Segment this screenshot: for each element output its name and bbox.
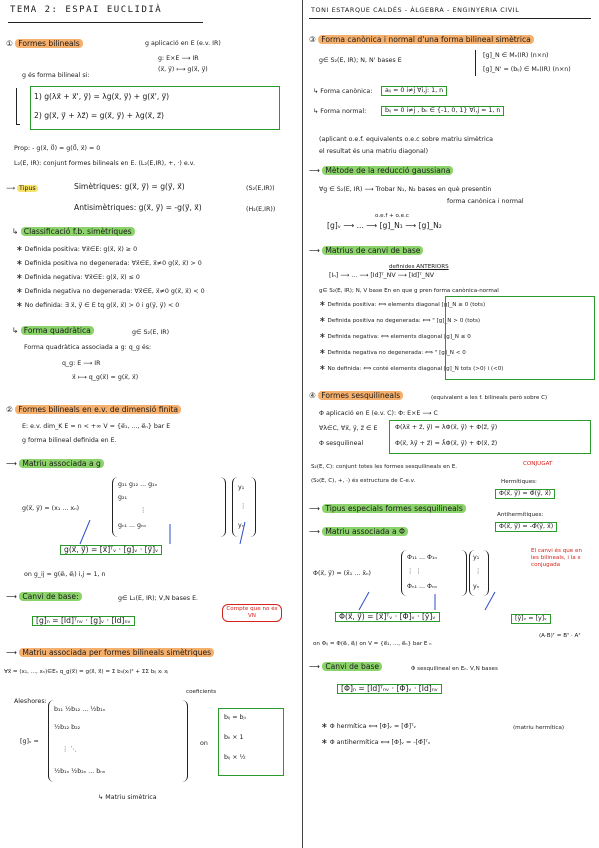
s4-l4: (S₂(E, C), +, ·) és estructura de C-e.v. (311, 478, 416, 484)
simet-row-2: ½b₁₂ b₂₂ (54, 724, 81, 731)
mat-heading (6, 460, 104, 468)
arrow-icon: ⟶ (309, 504, 320, 513)
fin-l1-note: (matriu hermítica) (513, 725, 565, 731)
matphi-vec-1: y₁ (473, 554, 480, 561)
s3-l2: [g]_N ∈ Mₙ(IR) (n×n) (483, 52, 549, 59)
arrow-icon: ⟶ (6, 592, 17, 601)
s3-note2: el resultat és una matriu diagonal) (319, 148, 429, 155)
class-title: Classificació f.b. simètriques (21, 227, 135, 236)
s3-brace (475, 50, 477, 76)
gauss-oef: o.e.f + o.e.c (375, 213, 409, 219)
tipus-antisimetriques-set: (H₂(E,IR)) (246, 206, 276, 213)
mat-blue-arrows (60, 518, 260, 548)
section1-heading (6, 40, 83, 48)
s1-def2: g: E×E ⟶ IR (158, 55, 199, 62)
section4-number: ④ (309, 391, 316, 400)
s3-l1: g∈ S₂(E, IR); N, N' bases E (319, 57, 402, 64)
section3-heading (309, 36, 534, 44)
mat-row-3: ⋮ (140, 507, 147, 514)
canvib-heading (309, 247, 423, 255)
mat-row-1: g₁₁ g₁₂ ... g₁ₙ (118, 481, 158, 488)
right-column (305, 0, 599, 848)
matphi-formula: Φ(x⃗, y⃗) = (x̄₁ ... x̄ₙ) (313, 570, 372, 577)
quad-l3: x⃗ ⟼ q_g(x⃗) = g(x⃗, x⃗) (72, 374, 139, 381)
simet-cond-3: bᵢⱼ × ½ (224, 754, 246, 761)
simet-row-4: ½b₁ₙ ½b₂ₙ ... bₙₙ (54, 768, 106, 775)
gauss-title: Mètode de la reducció gaussiana (322, 166, 453, 175)
section2-number: ② (6, 405, 13, 414)
section1-title: Formes bilineals (15, 39, 83, 48)
s4-conjugat-note: CONJUGAT (523, 461, 553, 467)
quad-g: g∈ S₂(E, IR) (132, 329, 170, 336)
gauss-l3: [g]ᵥ ⟶ ... ⟶ [g]_N₁ ⟶ [g]_N₂ (327, 221, 442, 230)
canvib-item-2: ∗ Definida positiva no degenerada: ⟺ " [g]_N > 0 (tots) (319, 315, 481, 324)
arrow-icon: ⟶ (309, 527, 320, 536)
matphi-row-1: Φ₁₁ ... Φ₁ₙ (407, 554, 438, 561)
matphi-on: on Φᵢⱼ = Φ(e⃗ᵢ, e⃗ⱼ) on V = {e⃗₁, ..., e⃗ₙ} bar E ₙ (313, 641, 432, 647)
normal-label: ↳ Forma normal: (313, 108, 367, 115)
simet-l1: ∀x⃗ = (x₁, ..., xₙ)∈Eₙ q_g(x⃗) = g(x⃗, x⃗) = Σ bᵢᵢ(xᵢ)² + ΣΣ bᵢⱼ xᵢ xⱼ (4, 669, 169, 675)
canvis-heading (309, 663, 382, 671)
arrow-icon: ⟶ (309, 662, 320, 671)
s1-def4: g és forma bilineal si: (22, 72, 90, 79)
right-header-title: TONI ESTARQUE CALDÉS - ÀLGEBRA - ENGINYERIA CIVIL (311, 6, 520, 14)
class-item-1: ∗ Definida positiva: ∀x⃗∈E: g(x⃗, x⃗) ≥ 0 (16, 244, 138, 253)
canvib-item-4: ∗ Definida negativa no degenerada: ⟺ " [g]_N < 0 (319, 347, 466, 356)
s3-note1: (aplicant o.e.f. equivalents o.e.c sobre matriu simètrica (319, 136, 494, 143)
s1-arrow-bracket (16, 88, 20, 125)
simet-cond-1: bᵢⱼ = bⱼᵢ (224, 714, 246, 721)
canvi-heading (6, 593, 82, 601)
fin-l2: ∗ Φ antihermítica ⟺ [Φ]ᵥ = -[Φ̄]ᵀᵥ (321, 737, 431, 746)
matphi-note: El canvi és que en les bilineals, i la x conjugada (531, 548, 582, 568)
s1-condition-2: 2) g(x⃗, y⃗ + λz⃗) = g(x⃗, y⃗) + λg(x⃗, z⃗) (34, 111, 164, 120)
canvis-text: Φ sesquilineal en Eₙ. V,N bases (411, 666, 498, 672)
canvib-title: Matrius de canvi de base (322, 246, 423, 255)
canvi-text: g∈ L₂(E, IR); V,N bases E. (118, 595, 199, 602)
canvib-item-1: ∗ Definida positiva: ⟺ elements diagonal [g]_N ≥ 0 (tots) (319, 299, 486, 308)
canvi-formula: [g]ₙ = [Id]ᵀₙᵥ · [g]ᵥ · [Id]ₙᵥ (32, 616, 135, 626)
class-item-2: ∗ Definida positiva no degenerada: ∀x⃗∈E, x⃗≠0 g(x⃗, x⃗) > 0 (16, 258, 202, 267)
section4-heading (309, 392, 403, 400)
canvis-formula: [Φ]ₙ = [Id]ᵀₙᵥ · [Φ]ᵥ · [Id]ₙᵥ (337, 684, 442, 694)
matphi-box: Φ(x⃗, y⃗) = [x⃗]ᵀᵥ · [Φ]ᵥ · [ȳ]ᵥ (335, 612, 440, 622)
gauss-l2: forma canònica i normal (447, 198, 524, 205)
simet-coef: coeficients (186, 689, 217, 695)
gauss-heading (309, 167, 453, 175)
mat-row-2: g₂₁ (118, 494, 128, 501)
mat-box-formula: g(x⃗, y⃗) = [x⃗]ᵀᵥ · [g]ᵥ · [y⃗]ᵥ (60, 545, 162, 555)
class-item-4: ∗ Definida negativa no degenerada: ∀x⃗∈E, x⃗≠0 g(x⃗, x⃗) < 0 (16, 286, 205, 295)
mat-on: on g_ij = g(e⃗ᵢ, e⃗ⱼ) i,j = 1, n (24, 571, 106, 578)
canvib-box (445, 296, 595, 380)
mat-row-4: gₙ₁ ... gₙₙ (118, 522, 147, 529)
arrow-icon: ⟶ (309, 246, 320, 255)
simet-aleshores: Aleshores: (14, 698, 47, 705)
s4-l2: ∀λ∈C, ∀x⃗, y⃗, z⃗ ∈ E (319, 425, 378, 432)
matphi-vec-3: yₙ (473, 583, 480, 590)
simet-gv: [g]ᵥ = (20, 738, 39, 745)
section3-number: ③ (309, 35, 316, 44)
s2-l2: g forma bilineal definida en E. (22, 437, 117, 444)
matphi-title: Matriu associada a Φ (322, 527, 408, 536)
canvib-l2: g∈ S₂(E, IR); N, V base En en que g pren forma canònica-normal (319, 288, 499, 294)
canvi-title: Canvi de base: (19, 592, 81, 601)
simet-row-1: b₁₁ ½b₁₂ ... ½b₁ₙ (54, 706, 106, 713)
s3-l3: [g]_N' = (bᵢⱼ) ∈ Mₙ(IR) (n×n) (483, 66, 571, 73)
section2-heading (6, 406, 181, 414)
arrow-icon: ⟶ (6, 185, 16, 192)
canvi-warning-note: Compte que no és VN (222, 604, 282, 622)
s4-l1: Φ aplicació en E (e.v. C): Φ: E×E ⟶ C (319, 410, 438, 417)
mat-formula: g(x⃗, y⃗) = (x₁ ... xₙ) (22, 505, 80, 512)
corner-arrow-icon: ↳ (12, 326, 19, 335)
simet-row-3: ⋮ ⋱ (62, 746, 77, 753)
canvib-item-3: ∗ Definida negativa: ⟺ elements diagonal [g]_N ≤ 0 (319, 331, 471, 340)
s2-l1: E: e.v. dim_K E = n < +∞ V = {e⃗₁, ..., e⃗ₙ} bar E (22, 423, 171, 430)
section2-title: Formes bilineals en e.v. de dimensió finita (15, 405, 181, 414)
tipus-simetriques-set: (S₂(E,IR)) (246, 185, 275, 192)
canvib-l1: [Iₙ] ⟶ ... ⟶ [Id]ᵀ_NV ⟶ [Id]ᵀ_NV (329, 272, 435, 279)
mat-vec-3: yₙ (238, 522, 245, 529)
tipus-row (6, 185, 38, 193)
canvib-def: definides ANTERIORS (389, 264, 449, 270)
herm-label: Hermítiques: (501, 479, 537, 485)
canvib-item-5: ∗ No definida: ⟺ conté elements diagonal [g]_N tots (>0) i (<0) (319, 363, 504, 372)
simet-title: Matriu associada per formes bilineals simètriques (19, 648, 214, 657)
tipus-s-heading (309, 505, 466, 513)
class-item-5: ∗ No definida: ∃ x⃗, y⃗ ∈ E tq g(x⃗, x⃗) > 0 i g(y⃗, y⃗) < 0 (16, 300, 180, 309)
herm-val: Φ(x⃗, y⃗) = Φ̄(y⃗, x⃗) (495, 489, 555, 499)
s4-condition-1: Φ(λx⃗ + z⃗, y⃗) = λΦ(x⃗, y⃗) + Φ(z⃗, y⃗) (395, 424, 498, 431)
anti-label: Antihermítiques: (497, 512, 544, 518)
tipus-simetriques: Simètriques: g(x⃗, y⃗) = g(y⃗, x⃗) (74, 182, 185, 191)
mat-vec-2: ⋮ (240, 503, 247, 510)
class-heading (12, 228, 135, 236)
tipus-s-title: Tipus especials formes sesquilineals (322, 504, 466, 513)
corner-arrow-icon: ↳ (12, 227, 19, 236)
matphi-prop: (A·B)ᵀ = Bᵀ · Aᵀ (539, 633, 581, 639)
matphi-vec-2: ⋮ (475, 568, 482, 575)
arrow-icon: ⟶ (6, 459, 17, 468)
simet-cond-2: bᵢᵢ × 1 (224, 734, 244, 741)
matphi-box2: [ȳ]ᵥ = [y]ᵥ (511, 614, 551, 624)
simet-footer: ↳ Matriu simètrica (98, 794, 157, 801)
s1-def1: g aplicació en E (e.v. IR) (145, 40, 221, 47)
simet-on: on (200, 740, 208, 747)
section1-number: ① (6, 39, 13, 48)
section3-title: Forma canònica i normal d'una forma bilineal simètrica (318, 35, 534, 44)
section4-title: Formes sesquilineals (318, 391, 403, 400)
matphi-blue-arrows (345, 590, 535, 612)
matphi-row-2: ⋮ ⋮ (407, 568, 422, 575)
s1-def3: (x⃗, y⃗) ⟼ g(x⃗, y⃗) (158, 66, 208, 73)
gauss-l1: ∀g ∈ S₂(E, IR) ⟶ Trobar N₁, N₂ bases en què presentin (319, 186, 492, 193)
quad-l1: Forma quadràtica associada a g: q_g és: (24, 344, 152, 351)
column-divider (302, 0, 303, 848)
s1-l2-set: L₂(E, IR): conjunt formes bilineals en E. (L₂(E,IR), +, ·) e.v. (14, 160, 195, 167)
tipus-antisimetriques: Antisimètriques: g(x⃗, y⃗) = -g(y⃗, x⃗) (74, 203, 202, 212)
tipus-label: Tipus (19, 185, 36, 192)
corner-arrow-icon: ↳ (98, 794, 104, 801)
left-header-underline (8, 22, 203, 23)
arrow-icon: ⟶ (309, 166, 320, 175)
left-header-title: TEMA 2: ESPAI EUCLIDIÀ (10, 5, 163, 15)
matphi-heading (309, 528, 408, 536)
s4-sub: (equivalent a les f. bilineals però sobre C) (431, 395, 548, 401)
quad-l2: q_g: E ⟶ IR (62, 360, 101, 367)
matphi-row-3: Φₙ₁ ... Φₙₙ (407, 583, 437, 590)
anti-val: Φ(x⃗, y⃗) = -Φ̄(y⃗, x⃗) (495, 522, 557, 532)
arrow-icon: ⟶ (6, 648, 17, 657)
right-header-underline (309, 18, 591, 19)
canon-label: ↳ Forma canònica: (313, 88, 373, 95)
canvis-title: Canvi de base (322, 662, 382, 671)
canon-val: aᵢⱼ = 0 i≠j ∀i,j: 1, n (381, 86, 447, 96)
class-item-3: ∗ Definida negativa: ∀x⃗∈E: g(x⃗, x⃗) ≤ 0 (16, 272, 140, 281)
quad-title: Forma quadràtica (21, 326, 94, 335)
simet-heading (6, 649, 214, 657)
s4-condition-2: Φ(x⃗, λy⃗ + z⃗) = λ̄Φ(x⃗, y⃗) + Φ(x⃗, z⃗) (395, 440, 498, 447)
normal-val: bᵢⱼ = 0 i≠j , bᵢᵢ ∈ {-1, 0, 1} ∀i,j = 1, n (381, 106, 504, 116)
quad-heading (12, 327, 94, 335)
fin-l1: ∗ Φ hermítica ⟺ [Φ]ᵥ = [Φ̄]ᵀᵥ (321, 721, 417, 730)
s1-prop: Prop: - g(x⃗, 0⃗) = g(0⃗, x⃗) = 0 (14, 145, 101, 152)
mat-title: Matriu associada a g (19, 459, 104, 468)
s4-l3: S₂(E, C): conjunt totes les formes sesquilineals en E. (311, 464, 458, 470)
s1-condition-1: 1) g(λx⃗ + x⃗', y⃗) = λg(x⃗, y⃗) + g(x⃗', y⃗) (34, 92, 170, 101)
mat-vec-1: y₁ (238, 484, 245, 491)
s4-label: Φ sesquilineal (319, 440, 364, 447)
